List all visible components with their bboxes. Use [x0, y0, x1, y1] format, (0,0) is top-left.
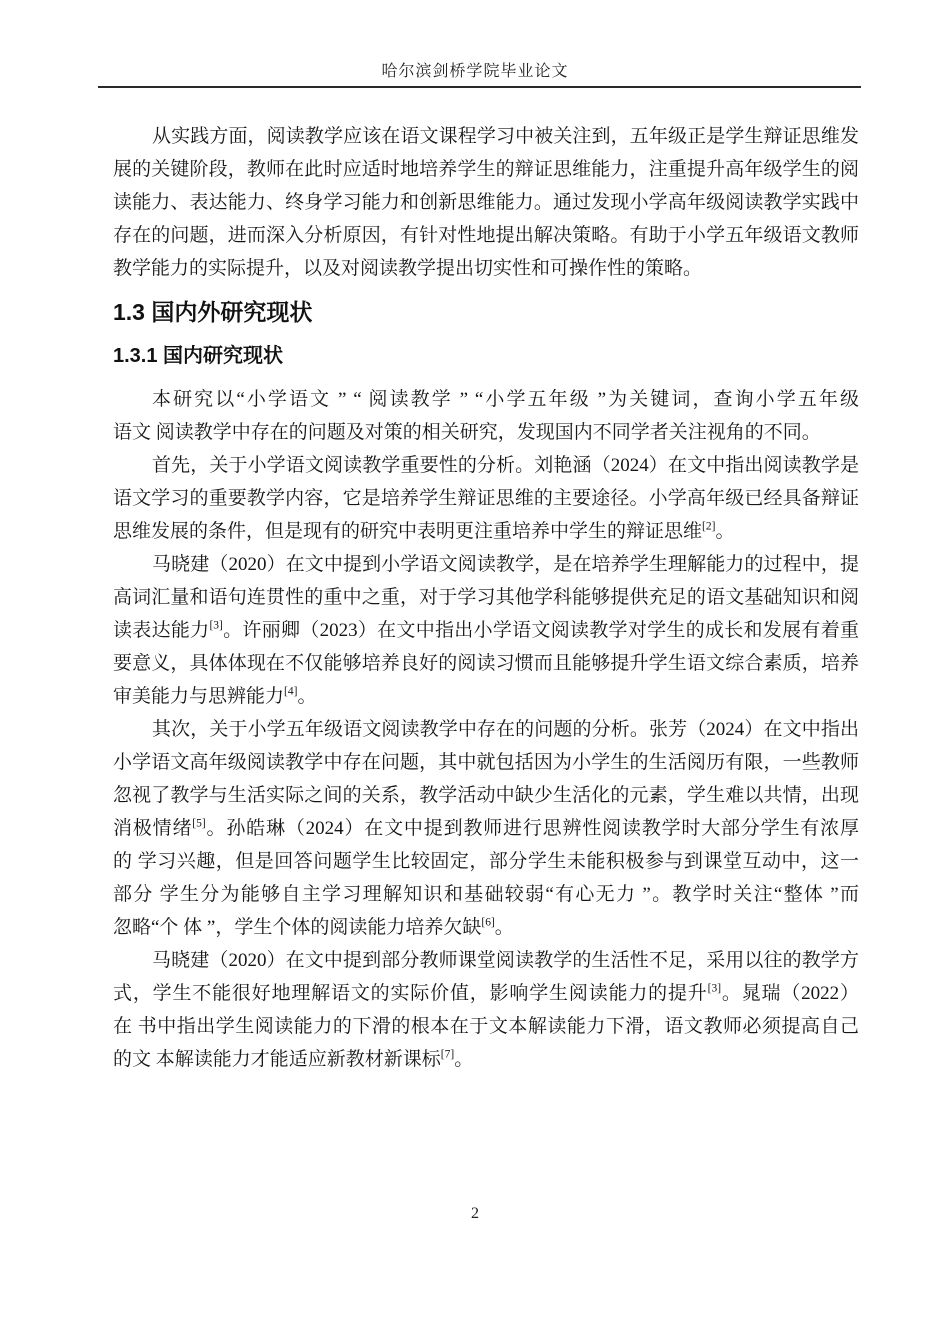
document-body [113, 120, 859, 1076]
text-line: 的 学习兴趣，但是回答问题学生比较固定，部分学生未能积极参与到课堂互动中，这一 [113, 851, 859, 872]
paragraph [113, 120, 859, 285]
text-line: 语文 阅读教学中存在的问题及对策的相关研究，发现国内不同学者关注视角的不同。 [113, 422, 821, 443]
text-line: 高词汇量和语句连贯性的重中之重，对于学习其他学科能够提供充足的语文基础知识和阅 [113, 587, 859, 608]
text-line: 读能力、表达能力、终身学习能力和创新思维能力。通过发现小学高年级阅读教学实践中 [113, 192, 859, 213]
citation-superscript: [3] [707, 982, 722, 995]
text-line: 展的关键阶段，教师在此时应适时地培养学生的辩证思维能力，注重提升高年级学生的阅 [113, 159, 859, 180]
text-line: 首先，关于小学语文阅读教学重要性的分析。刘艳涵（2024）在文中指出阅读教学是 [152, 455, 859, 476]
text-line: 忽略“个 体 ”，学生个体的阅读能力培养欠缺[6]。 [113, 916, 514, 938]
text-line: 本研究以“小学语文 ” “ 阅读教学 ” “小学五年级 ”为关键词，查询小学五年级 [152, 389, 859, 410]
text-line: 式，学生不能很好地理解语文的实际价值，影响学生阅读能力的提升[3]。晁瑞（2022） [113, 982, 859, 1004]
paragraph [113, 944, 859, 1076]
paragraph [113, 548, 859, 713]
citation-superscript: [2] [702, 520, 716, 533]
text-line: 审美能力与思辨能力[4]。 [113, 685, 317, 707]
citation-superscript: [7] [440, 1048, 455, 1061]
text-line: 忽视了教学与生活实际之间的关系，教学活动中缺少生活化的元素，学生难以共情，出现 [113, 785, 859, 806]
text-line: 消极情绪[5]。孙皓琳（2024）在文中提到教师进行思辨性阅读教学时大部分学生有浓厚 [113, 817, 859, 839]
citation-superscript: [5] [192, 817, 206, 830]
text-line: 存在的问题，进而深入分析原因，有针对性地提出解决策略。有助于小学五年级语文教师 [113, 225, 859, 246]
citation-superscript: [6] [481, 916, 495, 929]
subsection-heading: 1.3.1 国内研究现状 [113, 345, 284, 367]
text-line: 其次，关于小学五年级语文阅读教学中存在的问题的分析。张芳（2024）在文中指出 [152, 719, 859, 740]
citation-superscript: [3] [209, 619, 223, 632]
text-line: 马晓建（2020）在文中提到部分教师课堂阅读教学的生活性不足，采用以往的教学方 [152, 950, 859, 971]
paragraph [113, 383, 859, 449]
text-line: 教学能力的实际提升，以及对阅读教学提出切实性和可操作性的策略。 [113, 258, 703, 279]
text-line: 读表达能力[3]。许丽卿（2023）在文中指出小学语文阅读教学对学生的成长和发展有着重 [113, 619, 859, 641]
text-line: 要意义，具体体现在不仅能够培养良好的阅读习惯而且能够提升学生语文综合素质，培养 [113, 653, 859, 674]
paragraph [113, 449, 859, 548]
text-line: 在 书中指出学生阅读能力的下滑的根本在于文本解读能力下滑，语文教师必须提高自己 [113, 1016, 859, 1037]
text-line: 马晓建（2020）在文中提到小学语文阅读教学，是在培养学生理解能力的过程中，提 [152, 554, 859, 575]
text-line: 小学语文高年级阅读教学中存在问题，其中就包括因为小学生的生活阅历有限，一些教师 [113, 752, 859, 773]
text-line: 部分 学生分为能够自主学习理解知识和基础较弱“有心无力 ”。教学时关注“整体 ”而 [113, 884, 859, 905]
text-line: 的文 本解读能力才能适应新教材新课标[7]。 [113, 1048, 474, 1070]
text-line: 思维发展的条件，但是现有的研究中表明更注重培养中学生的辩证思维[2]。 [113, 520, 735, 542]
paragraph [113, 713, 859, 944]
page-number: 2 [471, 1205, 479, 1222]
citation-superscript: [4] [284, 685, 298, 698]
text-line: 从实践方面，阅读教学应该在语文课程学习中被关注到，五年级正是学生辩证思维发 [152, 126, 859, 147]
section-heading: 1.3 国内外研究现状 [113, 299, 313, 325]
header-divider-line [98, 86, 861, 88]
running-header: 哈尔滨剑桥学院毕业论文 [381, 63, 569, 80]
text-line: 语文学习的重要教学内容，它是培养学生辩证思维的主要途径。小学高年级已经具备辩证 [113, 488, 859, 509]
